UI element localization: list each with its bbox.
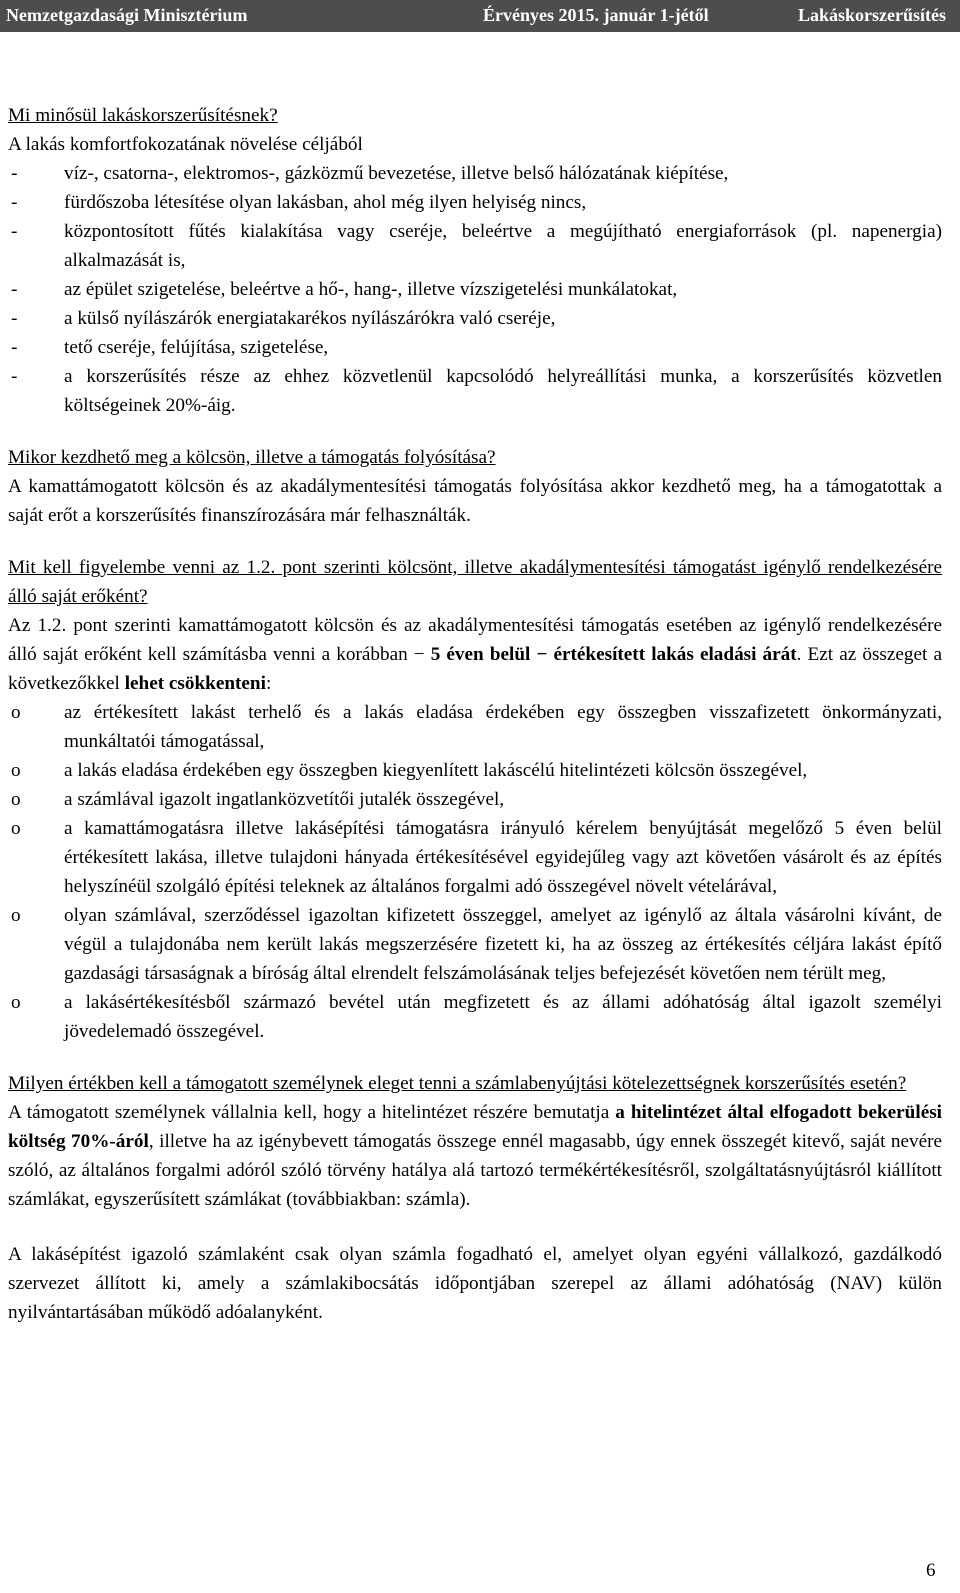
list-item: - fürdőszoba létesítése olyan lakásban, ahol még ilyen helyiség nincs,	[8, 188, 942, 217]
list-item: o a lakás eladása érdekében egy összegben kiegyenlített lakáscélú hitelintézeti kölcsön összegével,	[8, 756, 942, 785]
header-validity: Érvényes 2015. január 1-jétől	[483, 5, 709, 25]
emphasis-text: 5 éven belül − értékesített lakás eladási árát	[430, 644, 797, 665]
section-own-funds	[8, 553, 942, 1046]
list-item: - víz-, csatorna-, elektromos-, gázközmű bevezetése, illetve belső hálózatának kiépítése,	[8, 159, 942, 188]
document-header	[0, 0, 960, 32]
answer-paragraph-2: A lakásépítést igazoló számlaként csak olyan számla fogadható el, amelyet olyan egyéni vállalkozó, gazdálkodó szervezet állított ki, amely a számlakibocsátás időpontjában szerepel az állami adóhatóság (NAV) külön nyilvántartásában működő adóalanyként.	[8, 1244, 942, 1323]
qualifying-works-list	[8, 159, 942, 420]
section-disbursement	[8, 443, 942, 530]
list-item: o olyan számlával, szerződéssel igazoltan kifizetett összeggel, amelyet az igénylő az általa vásárolni kívánt, de végül a tulajdonába nem került lakás megszerzésére fizetett ki, ha az összeg az értékesítés céljára lakást építő gazdasági társaságnak a bíróság által elrendelt felszámolásának teljes befejezését követően nem térült meg,	[8, 901, 942, 988]
header-ministry: Nemzetgazdasági Minisztérium	[6, 5, 248, 25]
list-item: - a külső nyílászárók energiatakarékos nyílászárókra való cseréje,	[8, 304, 942, 333]
list-item: - tető cseréje, felújítása, szigetelése,	[8, 333, 942, 362]
list-item: - központosított fűtés kialakítása vagy cseréje, beleértve a megújítható energiaforrások (pl. napenergia) alkalmazását is,	[8, 217, 942, 275]
reduction-items-list	[8, 698, 942, 1046]
document-body	[8, 101, 942, 1327]
emphasis-text: a hitelintézet által elfogadott bekerülési költség 70%-áról	[8, 1102, 943, 1152]
question-heading: Mikor kezdhető meg a kölcsön, illetve a támogatás folyósítása?	[8, 447, 496, 468]
question-heading: Mi minősül lakáskorszerűsítésnek?	[8, 105, 278, 126]
list-item: o az értékesített lakást terhelő és a lakás eladása érdekében egy összegben visszafizetett önkormányzati, munkáltatói támogatással,	[8, 698, 942, 756]
section-what-qualifies	[8, 101, 942, 420]
list-item: - a korszerűsítés része az ehhez közvetlenül kapcsolódó helyreállítási munka, a korszerűsítés közvetlen költségeinek 20%-áig.	[8, 362, 942, 420]
answer-paragraph: Az 1.2. pont szerinti kamattámogatott kölcsön és az akadálymentesítési támogatás esetében az igénylő rendelkezésére álló saját erőként kell számításba venni a korábban − 5 éven belül − értékesített lakás eladási árát. Ezt az összeget a következőkkel lehet csökkenteni:	[8, 615, 942, 694]
question-heading: Milyen értékben kell a támogatott személynek eleget tenni a számlabenyújtási kötelezettségnek korszerűsítés esetén?	[8, 1073, 907, 1094]
page-number: 6	[926, 1560, 936, 1581]
answer-paragraph: A támogatott személynek vállalnia kell, hogy a hitelintézet részére bemutatja a hitelintézet által elfogadott bekerülési költség 70%-áról, illetve ha az igénybevett támogatás összege ennél magasabb, úgy ennek összegét kitevő, saját nevére szóló, az általános forgalmi adóról szóló törvény hatálya alá tartozó termékértékesítésről, szolgáltatásnyújtásról kiállított számlákat, egyszerűsített számlákat (továbbiakban: számla).	[8, 1102, 943, 1210]
section-invoice-obligation	[8, 1069, 942, 1327]
list-item: o a számlával igazolt ingatlanközvetítői jutalék összegével,	[8, 785, 942, 814]
list-item: o a kamattámogatásra illetve lakásépítési támogatásra irányuló kérelem benyújtását megelőző 5 éven belül értékesített lakása, illetve tulajdoni hányada értékesítésével egyidejűleg vagy azt követően vásárolt és az építés helyszínéül szolgáló építési teleknek az általános forgalmi adó összegével növelt vételárával,	[8, 814, 942, 901]
list-item: - az épület szigetelése, beleértve a hő-, hang-, illetve vízszigetelési munkálatokat,	[8, 275, 942, 304]
answer-paragraph: A kamattámogatott kölcsön és az akadálymentesítési támogatás folyósítása akkor kezdhető meg, ha a támogatottak a saját erőt a korszerűsítés finanszírozására már felhasználták.	[8, 476, 942, 526]
intro-text: A lakás komfortfokozatának növelése céljából	[8, 134, 363, 155]
question-heading: Mit kell figyelembe venni az 1.2. pont szerinti kölcsönt, illetve akadálymentesítési támogatást igénylő rendelkezésére álló saját erőként?	[8, 557, 942, 607]
emphasis-text: lehet csökkenteni	[124, 673, 266, 694]
list-item: o a lakásértékesítésből származó bevétel után megfizetett és az állami adóhatóság által igazolt személyi jövedelemadó összegével.	[8, 988, 942, 1046]
header-topic: Lakáskorszerűsítés	[798, 5, 946, 25]
